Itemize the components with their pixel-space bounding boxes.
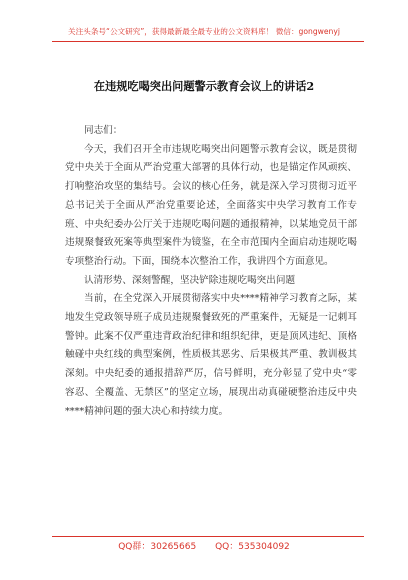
footer-contacts	[0, 539, 408, 552]
footer-divider	[52, 536, 364, 537]
paragraph: 今天，我们召开全市违规吃喝突出问题警示教育会议，既是贯彻党中央关于全面从严治党重大部署的具体行动，也是锚定作风顽疾、打响整治攻坚的集结号。会议的核心任务，就是深入学习贯彻习近平总书记关于全面从严治党重要论述，全面落实中央学习教育工作专班、中央纪委办公厅关于违规吃喝问题的通报精神，以某地党员干部违规聚餐致死案等典型案件为镜鉴，在全市范围内全面启动违规吃喝专项整治行动。下面，围绕本次整治工作，我讲四个方面意见。	[65, 143, 357, 267]
qq-contact-text: QQ：535304092	[215, 542, 290, 552]
document-title: 在违规吃喝突出问题警示教育会议上的讲话2	[93, 79, 315, 93]
promo-banner: 关注头条号“公文研究”，获得最新最全最专业的公文资料库！ 微信：gongwenyj	[68, 27, 340, 36]
document-body	[65, 122, 357, 421]
section-heading: 认清形势、深刻警醒，坚决铲除违规吃喝突出问题	[84, 274, 296, 286]
header-divider	[52, 41, 364, 42]
qq-group-text: QQ群：30265665	[118, 542, 197, 552]
salutation: 同志们：	[84, 125, 123, 136]
paragraph: 当前，在全党深入开展贯彻落实中央****精神学习教育之际，某地发生党政领导班子成员违规聚餐致死的严重案件，无疑是一记刺耳警钟。此案不仅严重违背政治纪律和组织纪律，更是顶风违纪、顶格触碰中央红线的典型案例，性质极其恶劣、后果极其严重、教训极其深刻。中央纪委的通报措辞严厉，信号鲜明，充分彰显了党中央“零容忍、全覆盖、无禁区”的坚定立场，展现出动真碰硬整治违反中央****精神问题的强大决心和持续力度。	[65, 293, 357, 417]
